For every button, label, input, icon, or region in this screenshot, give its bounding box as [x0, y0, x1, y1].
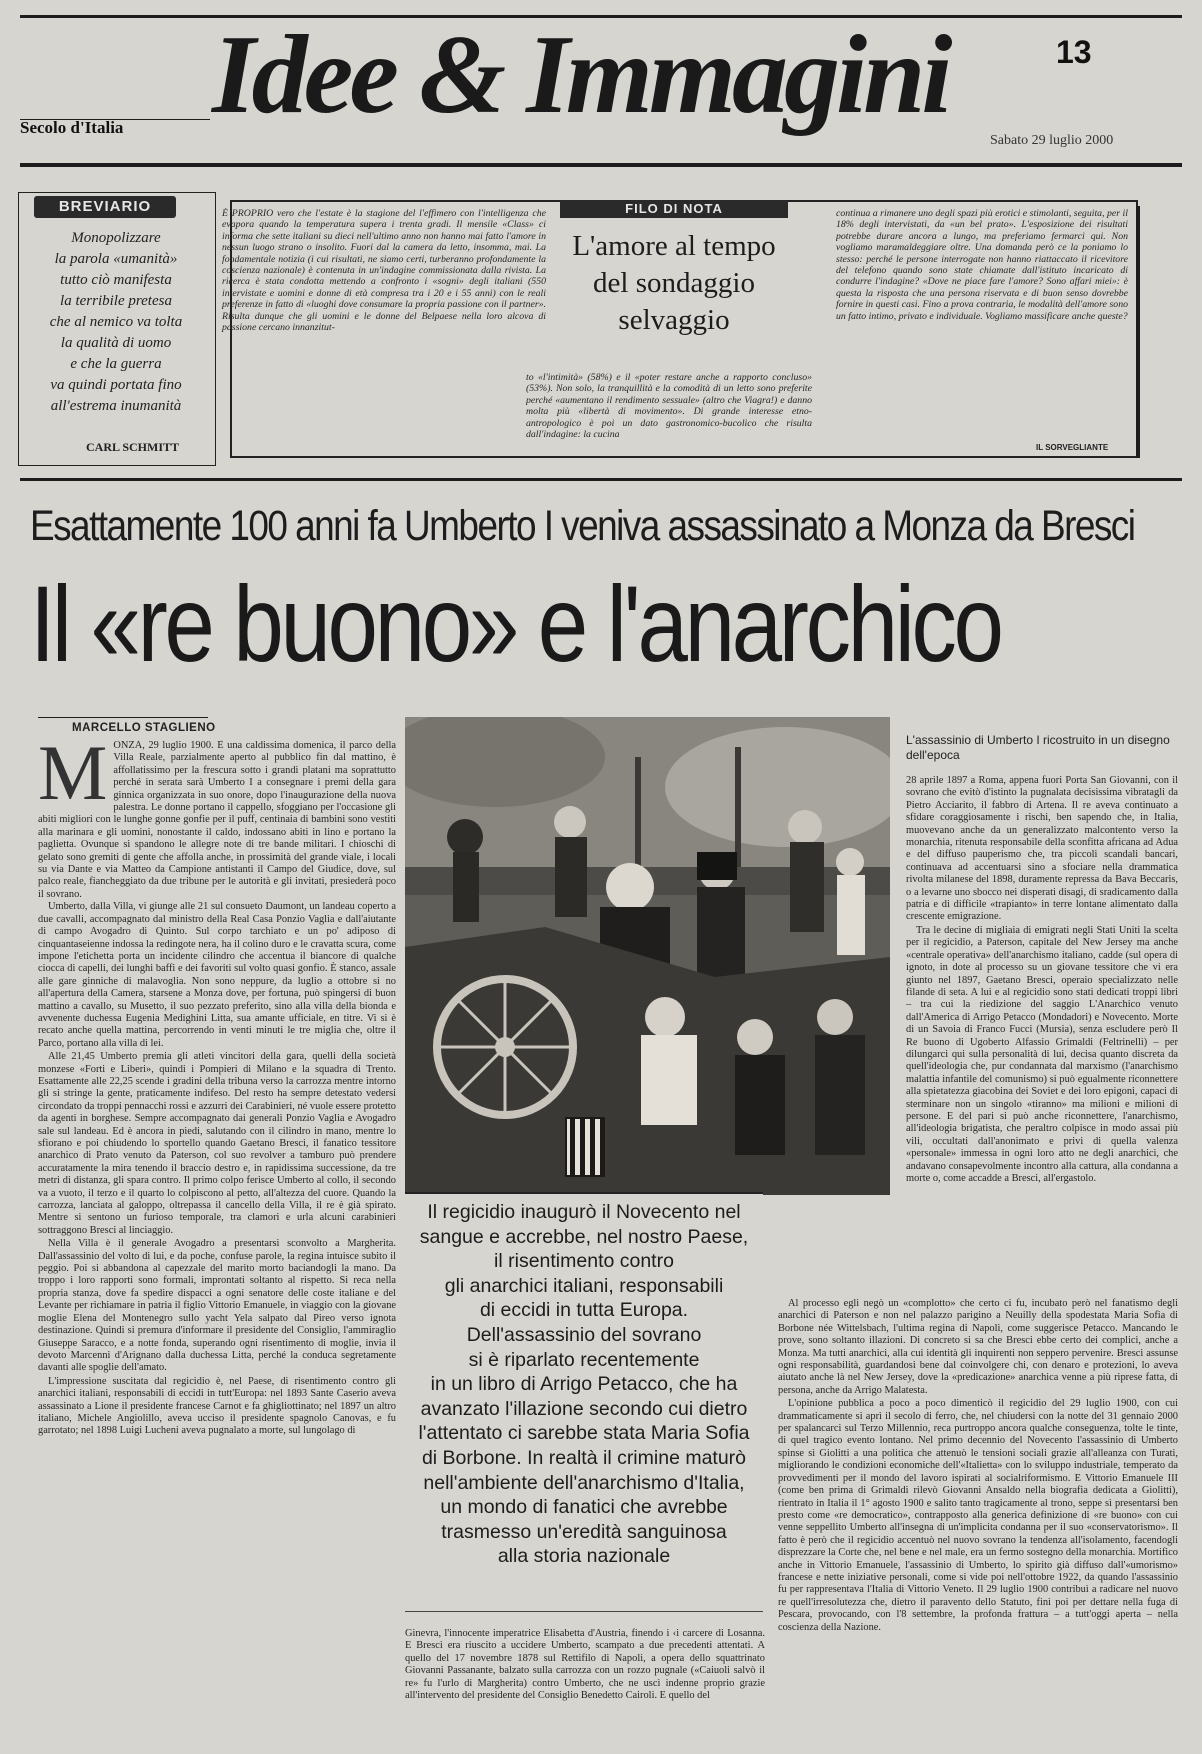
pull-quote-line: di eccidi in tutta Europa.	[479, 1299, 689, 1322]
filo-col-1-text: È PROPRIO vero che l'estate è la stagione del l'effimero con l'intelligenza che evapora quando la temperatura supera i trenta gradi. Il mensile «Class» ci informa che sette italiani su dieci nell'ultimo anno non hanno mai fatto l'amore in nessun luogo strano o insolito. Fuori dal la camera da letto, insomma, mai. La fondamentale notizia (i cui risultati, ne siamo certi, turberanno profondamente la coscienza nazionale) è contenuta in un'indagine commissionata dalla rivista. La ricerca è stata condotta mettendo a confronto i «sogni» degli italiani (550 intervistate e uomini e donne di età compresa tra i 20 e i 55 anni) con le reali preferenze in fatto di «luoghi dove consumare la propria passione con il partner». Risulta dunque che gli uomini e le donne del Belpaese nella loro alcova di passione cercano innanzitut-	[222, 208, 546, 334]
article-lead: ONZA, 29 luglio 1900. È una caldissima domenica, il parco della Villa Reale, parzialmente aperto al pubblico fin dal mattino, è affollatissimo per la frescura sotto i grandi platani ma soprattutto perché in serata sarà Umberto I a consegnare i premi della gara ginnica organizzata in suo onore, dopo l'inaugurazione della nuova palestra. Le donne portano il cappello, sfoggiano per l'occasione gli abiti migliori con le lunghe gonne gonfie per il puff, centinaia di bambini sono vestiti alla marinara e gli uomini, nonostante il caldo, indossano abiti in lino e portano la paglietta. Ovunque si spandono le allegre note di tre bande militari. I chioschi di gelato sono gremiti di gente che affolla anche, in prossimità del grande viale, i locali su via Dante e via Matteo da Campione antistanti il Campo del Giudice, dove, sul palco reale, fiancheggiato da due tribune per le autorità e gli invitati, presiederà poco il sovrano.	[38, 740, 396, 900]
article-paragraph: Nella Villa è il generale Avogadro a presentarsi sconvolto a Margherita. Dall'assassinio del volto di lui, e da poche, confuse parole, la regina intuisce subito il peggio. Poi si abbandona al capezzale del marito morto baciandogli la mano. Da troppo i loro rapporti sono formali, improntati soltanto al rispetto. Si reca nella propria stanza, dove fa spedire dispacci a ogni senatore delle coste italiane e del Levante per richiamare in patria il figlio Vittorio Emanuele, in viaggio con la giovane moglie Elena del Montenegro sullo yacht Yela salpato dal Pireo verso ignota destinazione. Quindi si premura d'informare il presidente del Consiglio, l'ammiraglio Giuseppe Saracco, e a notte fonda, superando ogni risentimento di moglie, invia il devoto Marcenni d'Arignano dalla duchessa Litta, perché la conduca segretamente davanti alle spoglie dell'amato.	[38, 1238, 396, 1374]
pull-quote-line: si è riparlato recentemente	[468, 1348, 700, 1371]
pull-quote-line: gli anarchici italiani, responsabili	[444, 1274, 724, 1297]
article-paragraph: 28 aprile 1897 a Roma, appena fuori Porta San Giovanni, con il sovrano che evitò d'istinto la pugnalata decisissima vibratagli da Pietro Acciarito, il fabbro di Artena. Il re aveva continuato a sfidare coraggiosamente i rischi, ben sapendo che, in Italia, muovevano anche da un generalizzato malcontento verso la monarchia, ritenuta responsabile della sconfitta africana ad Adua e del diffuso pauperismo che, tra piccoli scandali bancari, continuava ad accentuarsi sino a sfociare nella drammatica rivolta milanese del 1898, duramente repressa da Bava Beccaris, o a levarne uno sbocco nei disperati disagi, di sradicamento dalla patria e di difficile «trapianto» in terre lontane alimentato dalla crescente emigrazione.	[906, 775, 1178, 923]
article-byline: MARCELLO STAGLIENO	[72, 722, 216, 734]
filo-di-nota-title: L'amore al tempo del sondaggio selvaggio	[572, 230, 776, 336]
article-col-1	[38, 740, 396, 1745]
page-number: 13	[1056, 34, 1092, 70]
breviario-line: la parola «umanità»	[54, 251, 178, 267]
breviario-line: va quindi portata fino	[50, 377, 182, 393]
filo-signature: IL SORVEGLIANTE	[1036, 443, 1109, 452]
filo-col-2	[526, 372, 812, 454]
filo-col-1	[216, 208, 546, 458]
header-rule-bottom	[20, 163, 1182, 167]
article-col-2	[405, 1628, 765, 1746]
pull-quote-line: l'attentato ci sarebbe stata Maria Sofia	[418, 1422, 750, 1445]
article-col-2-text: Ginevra, l'innocente imperatrice Elisabetta d'Austria, finendo i ‹i carcere di Losanna. E Bresci era riuscito a uccidere Umberto, scampato a due precedenti attentati. A quello del 17 novembre 1878 sul Rettifilo di Napoli, a opera dello squattrinato Giovanni Passanante, balzato sulla carrozza con un rozzo pugnale («Caiuoli salvò il re» fu l'urlo di Margherita) contro Umberto, che ne uscì indenne proprio grazie all'intervento del presidente del Consiglio Benedetto Cairoli. E quello del	[405, 1628, 765, 1702]
article-paragraph: Umberto, dalla Villa, vi giunge alle 21 sul consueto Daumont, un landeau coperto a due cavalli, accompagnato dal ministro della Real Casa Ponzio Vaglia e dall'aiutante di campo Avogadro di Quinto. Sul corpo tarchiato e un po' adiposo di cinquantaseienne indossa la redingote nera, ha il colino duro e le cravatta scura, come impone l'etichetta porta un incidente cilindro che accentua il biancore di qualche ciocca di capelli, dei lunghi baffi e dei favoriti sul volto quasi gonfio. È stanco, assale alle gare ginniche di malavoglia. Non sono neppure, da luglio a ottobre si no all'apertura della Camera, starsene a Monza dove, per fortuna, può spingersi di buon mattino a cavallo, su Musetto, il suo pezzato preferito, sino alla villa della bionda e avvenente duchessa Eugenia Medighini Litta, sua amante ufficiale, en titre. Vi si è recato anche quella mattina, percorrendo in venti minuti le tre miglia che, oltre il Parco, portano alla villa di lei.	[38, 901, 396, 1049]
article-paragraph: L'impressione suscitata dal regicidio è, nel Paese, di risentimento contro gli anarchici italiani, responsabili di eccidi in tutt'Europa: nel 1893 Sante Caserio aveva assassinato a Lione il presidente francese Carnot e fa ghigliottinato; nel 1897 un altro italiano, Michele Angiolillo, aveva ucciso il presidente spagnolo Canovas, e fu garrotato; nel 1898 Luigi Lucheni aveva pugnalato a morte, sul lungolago di	[38, 1375, 396, 1437]
breviario-tag: BREVIARIO	[34, 196, 176, 218]
breviario-quote	[26, 228, 206, 417]
breviario-line: e che la guerra	[70, 356, 162, 372]
byline-rule	[38, 717, 208, 718]
breviario-author: CARL SCHMITT	[86, 440, 180, 454]
article-col-bottom-right	[778, 1298, 1178, 1744]
filo-col-2-text: to «l'intimità» (58%) e il «poter restare anche a rapporto concluso» (53%). Non solo, la tranquillità e la comodità di un letto sono preferite perché «aumentano il rendimento sessuale» (altro che Viagra!) e danno molta più «libertà di movimento». Di grande interesse etno-antropologico è poi un dato gastronomico-bucolico che risulta dall'indagine: la cucina	[526, 372, 812, 441]
article-paragraph: Tra le decine di migliaia di emigrati negli Stati Uniti la scelta per il regicidio, a Paterson, capitale del New Jersey ma anche «centrale operativa» dell'anarchismo italiano, cadde (sul opera di ignoto, in dote al processo su un giovane tessitore che vi era giunto nel 1897, Gaetano Bresci, operaio specializzato nelle filande di seta. A lui e al regicidio sono stati dedicati troppi libri – tra cui la riedizione del saggio L'Anarchico venuto dall'America di Arrigo Petacco (Mondadori) e Novecento. Morte di un Savoia di Franco Fucci (Mursia), senza escludere però Il Re buono di Ugoberto Alfassio Grimaldi (Feltrinelli) – per dilungarci qui sulla personalità di lui, decisa quanto discreta da quell'ideologia che, pur condannata dal marxismo (l'anarchismo malattia infantile del comunismo) si può egualmente riconnettere alla spietatezza giacobina dei Soviet e dei loro epigoni, capaci di sterminare non un singolo «tiranno» ma milioni e milioni di persone. E del pari si può anche riconnettere, l'anarchismo, all'ideologia brigatista, che peraltro colpisce in modo assai più vili, occultati dall'anonimato e privi di quella valenza «personale» immessa in ogni loro atto ne degli anarchici, che andavano consapevolmente incontro alla cattura, alla condanna a morte o, come accadde a Bresci, all'ergastolo.	[906, 924, 1178, 1184]
article-kicker: Esattamente 100 anni fa Umberto I veniva assassinato a Monza da Bresci	[30, 502, 1135, 550]
breviario-line: tutto ciò manifesta	[60, 272, 172, 288]
pull-quote-line: Dell'assassinio del sovrano	[466, 1323, 702, 1346]
pull-quote-line: nell'ambiente dell'anarchismo d'Italia,	[423, 1471, 745, 1494]
filo-col-3	[836, 208, 1128, 440]
paper-name: Secolo d'Italia	[20, 118, 124, 137]
pull-quote-line: un mondo di fanatici che avrebbe	[440, 1496, 728, 1519]
section-rule	[20, 478, 1182, 481]
filo-di-nota-tag: FILO DI NOTA	[560, 200, 788, 218]
pull-quote-line: in un libro di Arrigo Petacco, che ha	[430, 1373, 738, 1396]
article-paragraph: Alle 21,45 Umberto premia gli atleti vincitori della gara, quelli della società monzese «Forti e Liberi», quindi i Pompieri di Milano e la squadra di Trento. Esattamente alle 22,25 scende i gradini della tribuna verso la carrozza mentre intorno gli si stringe la gente, praticamente indifeso. Del resto ha sempre detestato vedersi circondato da troppi pennacchi rossi e azzurri dei Carabinieri, né vuole essere protetto da agenti in borghese. Sempre accompagnato dai generali Ponzio Vaglia e Avogadro sale sul landeau. Ed è ancora in piedi, salutando con il cilindro in mano, mentre lo sfiorano e poi chiudendo lo sportello quando Gaetano Bresci, il fanatico tessitore anarchico di Prato venuto da Paterson, col suo revolver a tamburo può prendere accuratamente la mira tenendo il braccio destro e, in rapidissima successione, da tre metri di distanza, gli spara contro. Il primo colpo ferisce Umberto al collo, il secondo va a vuoto, il terzo e il quarto lo colpiscono al petto, all'altezza del cuore. Quando la carrozza, lanciata al galoppo, oltrepassa il cancello della Villa, il re è già spirato. Mentre si sentono un furioso temporale, tra clamori e urla alcuni carabinieri sottraggono Bresci al linciaggio.	[38, 1051, 396, 1236]
article-col-3	[906, 775, 1178, 1295]
article-paragraph: Al processo egli negò un «complotto» che certo ci fu, incubato però nel fanatismo degli anarchici di Paterson e non nel palazzo parigino a Neuilly della spodestata Maria Sofia di Borbone née Wittelsbach, l'ultima regina di Napoli, come suggerisce Petacco. Mancando le prove, sono soltanto illazioni. Di concreto si sa che Bresci ebbe certo dei complici, anche a Monza. Ma tutti anarchici, alla cui identità gli inquirenti non seppero pervenire. Bresci assunse ogni responsabilità, guardandosi bene dal coinvolgere chi, con denaro e protezioni, lo aveva aiutato anche là nel New Jersey, dove la «predicazione» anarchica venne a più riprese fatta, di persona, anche da Arrigo Malatesta.	[778, 1298, 1178, 1396]
issue-date: Sabato 29 luglio 2000	[990, 133, 1114, 148]
pull-quote-line: Il regicidio inaugurò il Novecento nel	[427, 1201, 741, 1223]
breviario-line: all'estrema inumanità	[50, 398, 182, 414]
pull-quote-line: alla storia nazionale	[497, 1545, 671, 1568]
pull-quote	[405, 1192, 763, 1612]
dropcap: M	[38, 740, 108, 816]
pull-quote-line: di Borbone. In realtà il crimine maturò	[421, 1446, 747, 1469]
filo-col-3-text: continua a rimanere uno degli spazi più erotici e stimolanti, seguita, per il 18% degli intervistati, da «un bel prato». L'esposizione dei risultati potrebbe durare ancora a lungo, ma preferiamo fermarci qui. Non vogliamo maramaldeggiare oltre. Una domanda però ce la poniamo lo stesso: perché le persone interrogate non hanno riattaccato il ricevitore del telefono quando sono state chiamate dall'istituto incaricato di condurre l'indagine? «Dove ne piace fare l'amore? Sono affari miei»: è questa la risposta che una persona riservata e di buon senso dovrebbe fornire in questi casi. Fino a prova contraria, le modalità dell'amore sono un fatto intimo, privato e individuale. Vogliamo massificare anche queste?	[836, 208, 1128, 322]
article-paragraph: L'opinione pubblica a poco a poco dimenticò il regicidio del 29 luglio 1900, con cui drammaticamente si aprì il secolo di ferro, che, nel chiudersi con la notte del 31 gennaio 2000 per spalancarci sul Terzo Millennio, reca purtroppo ancora qualche conseguenza, tolte le tinte, di quel tragico evento lontano. Nel primo decennio del Novecento l'assassinio di Umberto spinse sì Giolitti a una politica che attenuò le tensioni sociali grazie all'alleanza con Turati, migliorando le condizioni economiche dell'«Italietta» con lo sviluppo industriale, temperato da provvedimenti per il mondo del lavoro ispirati al socialriformismo. E Vittorio Emanuele III (come ben prima di Grimaldi rilevò Giovanni Ansaldo nella biografia dedicata a Giolitti), rientrato in Italia il 1° agosto 1900 e salito tanto tragicamente al trono, seppe sì presentarsi ben presto come «re democratico», contrapposto alla generica definizione di «re buono» con cui venne seppellito Umberto all'insegna di un'implicita condanna per il suo «conservatorismo». Il fatto è però che il regicidio accentuò nel nuovo sovrano la tendenza all'isolamento, facendogli disprezzare la Corte che, nel bene e nel male, era un fermo sostegno della monarchia. Mortifico anche in Vittorio Emanuele, l'assassinio di Umberto, lo spirito già diffuso dall'«umorismo» francese e nette iniziative personali, come si vide poi nell'ottobre 1922, da quando l'assassinio fu per rappresentava l'Italia di Vittorio Veneto. Il 29 luglio 1900 contribuì a radicare nel nuovo re quell'irresolutezza che, dietro il paravento dello Statuto, finì poi per dettare nella fuga di Pescara, provocando, con l'8 settembre, la profonda frattura – a tutt'oggi aperta – nella coscienza della Nazione.	[778, 1398, 1178, 1633]
breviario-line: la qualità di uomo	[60, 335, 172, 351]
illustration-caption: L'assassinio di Umberto I ricostruito in un disegno dell'epoca	[906, 733, 1170, 762]
pull-quote-line: avanzato l'illazione secondo cui dietro	[420, 1397, 748, 1420]
pull-quote-line: il risentimento contro	[494, 1250, 674, 1273]
breviario-line: la terribile pretesa	[60, 293, 172, 309]
pull-quote-line: trasmesso un'eredità sanguinosa	[441, 1520, 727, 1543]
breviario-line: Monopolizzare	[71, 230, 161, 246]
article-headline: Il «re buono» e l'anarchico	[30, 563, 1001, 684]
assassination-illustration	[405, 717, 890, 1195]
illustration-drawing	[405, 717, 890, 1195]
breviario-line: che al nemico va tolta	[49, 314, 183, 330]
section-title: Idee & Immagini	[212, 13, 949, 137]
filo-shadow	[1136, 206, 1140, 458]
pull-quote-line: sangue e accrebbe, nel nostro Paese,	[419, 1225, 749, 1248]
